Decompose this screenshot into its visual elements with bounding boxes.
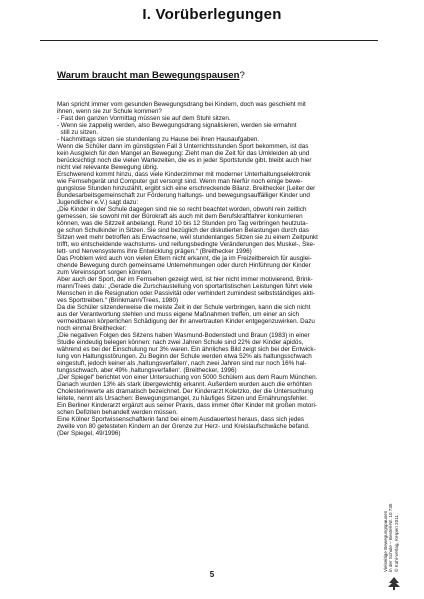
- sidebar-copyright: © Kohl-Verlag, Kerpen 2011: [393, 515, 399, 572]
- body-line: Ein Berliner Kinderarzt ergänzt aus seiner Praxis, dass immer öfter Kinder mit großen motori-: [57, 402, 317, 409]
- sidebar-title: Vielseitige Bewegungspausen: [383, 510, 388, 572]
- body-line: Da die Schüler sitzenderweise die meiste Zeit in der Schule verbringen, kann die sich nicht: [57, 304, 311, 311]
- body-text: [57, 101, 375, 437]
- body-line: - Nachmittags sitzen sie stundenlang zu Hause bei ihren Hausaufgaben.: [57, 136, 260, 143]
- body-line: Man spricht immer vom gesunden Bewegungsdrang bei Kindern, doch was geschieht mit: [57, 101, 306, 108]
- body-line: - Wenn sie zappelig werden, also Bewegungsdrang signalisieren, werden sie ermahnt: [57, 122, 297, 129]
- body-line: „Die Kinder in der Schule dagegen sind nie so recht beachtet worden, obwohl rein zeitlich: [57, 206, 307, 213]
- body-line: vermeidbaren körperlichen Schädigung der ihr anvertrauten Kinder entgegenzuwirken. Dazu: [57, 318, 315, 325]
- publisher-sidebar: [383, 448, 405, 572]
- body-line: nicht viel relevante Bewegung übrig.: [57, 164, 159, 171]
- body-line: Danach wurden 13% als stark übergewichtig erkannt. Außerdem wurden auch die erhöhten: [57, 381, 312, 388]
- section-heading-mark: ?: [239, 70, 245, 81]
- body-line: Bundesarbeitsgemeinschaft zur Förderung haltungs- und bewegungsauffälliger Kinder und: [57, 192, 310, 199]
- page-title: I. Vorüberlegungen: [142, 6, 282, 23]
- body-line: leitete, nennt als Ursachen: Bewegungsmangel, zu häufiges Sitzen und Ernährungsfehler.: [57, 395, 308, 402]
- body-line: zum Vereinssport sorgen könnten.: [57, 269, 153, 276]
- body-line: Erschwerend kommt hinzu, dass viele Kinderzimmer mit moderner Unterhaltungselektronik: [57, 171, 311, 178]
- publisher-sidebar-text: [383, 448, 405, 572]
- body-line: „Die negativen Folgen des Sitzens haben Wasmund-Bodenstedt und Braun (1983) in einer: [57, 332, 310, 339]
- body-line: gungslose Stunden hinzuzählt, ergibt sich eine erschreckende Bilanz. Breithecker (Leiter der: [57, 185, 316, 192]
- body-line: Menschen in die Resignation oder Passivität oder verhindert zumindest selbstständiges akti-: [57, 290, 315, 297]
- body-line: Das Problem wird auch von vielen Eltern nicht erkannt, die ja im Freizeitbereich für ausglei-: [57, 255, 312, 262]
- body-line: lett- und Nervensystems ihre Entwicklung prägen.“ (Breithecker 1996): [57, 248, 252, 255]
- body-line: wie Fernsehgerät und Computer gut versorgt sind. Wenn man hierfür noch einige bewe-: [57, 178, 303, 185]
- body-line: ves Sporttreiben.“ (Brinkmann/Trees, 1980): [57, 297, 179, 304]
- body-line: „Der Spiegel“ berichtet von einer Untersuchung von 5000 Schülern aus dem Raum München.: [57, 374, 318, 381]
- body-line: schen Defiziten behandelt werden müssen.: [57, 409, 178, 416]
- body-line: noch einmal Breithecker:: [57, 325, 127, 332]
- body-line: Sitzen weit mehr betroffen als Erwachsene, weil stundenlanges Sitzen sie zu einem Zeitpunkt: [57, 234, 318, 241]
- body-line: Wenn die Schüler dann im günstigsten Fall 3 Unterrichtsstunden Sport bekommen, ist das: [57, 143, 309, 150]
- body-line: aus der Verantwortung stehlen und muss eigene Maßnahmen treffen, um einer an sich: [57, 311, 300, 318]
- body-line: - Fast den ganzen Vormittag müssen sie auf dem Stuhl sitzen.: [57, 115, 231, 122]
- section-heading-text: Warum braucht man Bewegungspausen: [57, 70, 240, 81]
- body-line: während es bei der Einschulung nur 3% waren. Ein ähnliches Bild zeigt sich bei der Entwick-: [57, 346, 316, 353]
- body-line: Aber auch der Sport, der im Fernsehen gezeigt wird, ist hier nicht immer motivierend. Brink-: [57, 276, 313, 283]
- section-heading: [57, 70, 245, 81]
- publisher-logo: [385, 576, 403, 590]
- sidebar-order-number: in der Schule – Bestell-Nr. 10 735: [388, 503, 394, 572]
- body-line: zweite von 80 getesteten Kindern an der Grenze zur Herz- und Kreislaufschwäche befand.: [57, 423, 310, 430]
- body-line: trifft, wo entscheidende wachstums- und reifungsbedingte Veränderungen des Muskel-, Ske-: [57, 241, 316, 248]
- body-line: ihnen, wenn sie zur Schule kommen?: [57, 108, 162, 115]
- body-line: Eine Kölner Sportwissenschaftlerin fand bei einem Ausdauertest heraus, dass sich jedes: [57, 416, 305, 423]
- body-line: gemessen, sie sowohl mit der Bürokraft als auch mit dem Berufskraftfahrer konkurrieren: [57, 213, 303, 220]
- body-line: Cholesterinwerte als dramatisch bezeichnet. Der Kinderarzt Koletzko, der die Untersuchung: [57, 388, 314, 395]
- body-line: still zu sitzen.: [57, 129, 99, 136]
- body-line: ge schon Schulkinder in Sitzen. Sie sind bezüglich der diskutierten Belastungen durch das: [57, 227, 309, 234]
- body-line: mann/Trees datu: „Gerade die Zurschaustellung von sportartistischen Leistungen führt viele: [57, 283, 313, 290]
- body-line: können, was die Sitzzeit anbelangt. Rund 10 bis 12 Stunden pro Tag verbringen heutzuta-: [57, 220, 308, 227]
- body-line: lung von Haltungsstörungen. Zu Beginn der Schule werden etwa 52% als haltungsschwach: [57, 353, 312, 360]
- body-line: tungsschwach, aber 49% ‚haltungsverfallen‘. (Breithecker, 1996): [57, 367, 237, 374]
- body-line: Jugendlicher e.V.) sagt dazu:: [57, 199, 139, 206]
- body-line: Studie eindeutig belegen können: nach zwei Jahren Schule sind 22% der Kinder apidös,: [57, 339, 304, 346]
- body-line: (Der Spiegel, 49/1996): [57, 430, 121, 437]
- page-number: 5: [209, 570, 215, 579]
- tree-icon: [388, 577, 400, 587]
- body-line: kein Ausgleich für den Mangel an Bewegung: Zieht man die Zeit für das Umkleiden ab und: [57, 150, 310, 157]
- tree-trunk: [393, 587, 395, 590]
- body-line: eingestuft, jedoch keiner als ‚haltungsverfallen‘, nach zwei Jahren sind nur noch 16% hal-: [57, 360, 307, 367]
- body-line: berücksichtigt noch die vielen Wartezeiten, die es in jeder Sportstunde gibt, bleibt auch hier: [57, 157, 312, 164]
- title-divider: [40, 40, 378, 41]
- body-line: chende Bewegung durch gemeinsame Unternehmungen oder durch Hinführung der Kinder: [57, 262, 311, 269]
